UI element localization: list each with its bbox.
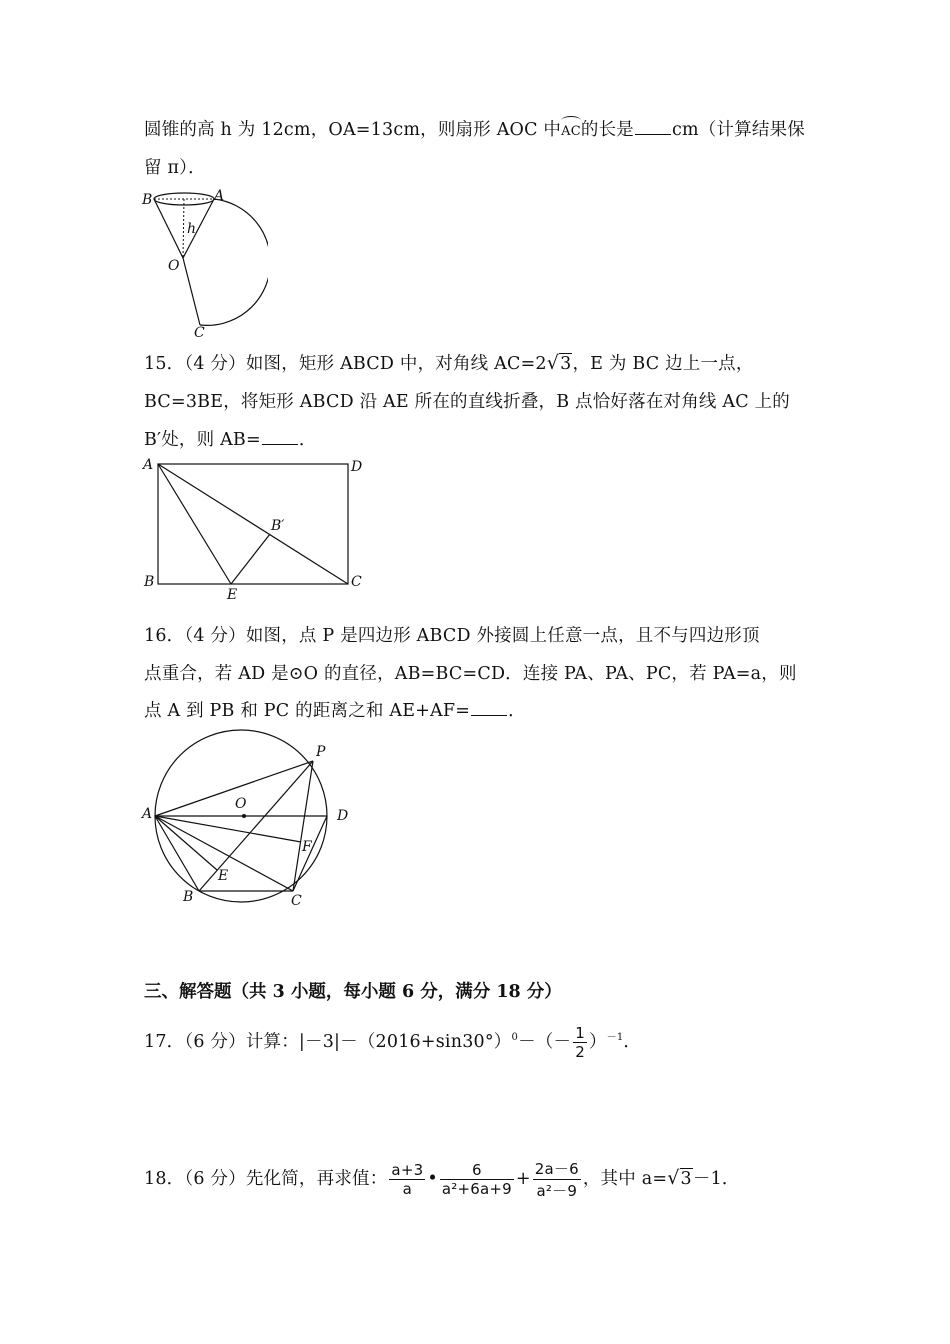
- q18-plus: +: [515, 1169, 531, 1189]
- q15-line-1: [144, 350, 754, 375]
- q15-label-E: E: [227, 587, 238, 603]
- q16-label-C: C: [291, 893, 302, 909]
- q17-text-pre: 17．（6 分）计算：|－3|－（2016+sin30°）: [144, 1032, 512, 1052]
- q18-text-post: ，其中 a=: [582, 1169, 668, 1189]
- q16-label-A: A: [142, 806, 153, 822]
- q15-line-2: BC=3BE，将矩形 ABCD 沿 AE 所在的直线折叠，B 点恰好落在对角线 AC 上的: [144, 392, 790, 412]
- q16-text-pre-3: 点 A 到 PB 和 PC 的距离之和 AE+AF=: [144, 701, 471, 721]
- q17-fraction: $\frac{1}{2}$: [575, 1024, 585, 1061]
- q14-label-C: C: [194, 325, 205, 340]
- q15-label-A: A: [143, 457, 154, 473]
- q15-answer-blank[interactable]: [262, 428, 298, 445]
- q16-text-end: ．: [508, 701, 526, 721]
- q17-text-mid: －（－: [518, 1032, 572, 1052]
- q16-line-3: [144, 697, 526, 722]
- q15-text-end: ．: [298, 430, 317, 450]
- q14-text-post: 的长是: [580, 120, 634, 140]
- q15-label-B: B: [144, 574, 155, 590]
- q14-label-A: A: [214, 188, 225, 204]
- section-3-heading: 三、解答题（共 3 小题，每小题 6 分，满分 18 分）: [144, 982, 562, 1002]
- q14-answer-blank[interactable]: [635, 118, 671, 135]
- q18-line: [144, 1158, 740, 1201]
- q15-text-pre-3: B′处，则 AB=: [144, 430, 261, 450]
- q15-rectangle-figure: [138, 452, 378, 604]
- q16-label-O: O: [235, 796, 247, 812]
- q17-text-end: ．: [623, 1032, 642, 1052]
- q17-exp-neg-one: －1: [606, 1032, 624, 1044]
- q16-label-D: D: [337, 808, 349, 824]
- q14-line-2: 留 π）．: [144, 158, 206, 178]
- q16-line-2: 点重合，若 AD 是⊙O 的直径，AB=BC=CD．连接 PA、PA、PC，若 PA=a，则: [144, 664, 797, 684]
- q16-label-B: B: [183, 889, 194, 905]
- q14-label-O: O: [168, 258, 180, 274]
- q14-unit: cm（计算结果保: [672, 120, 805, 140]
- q14-label-B: B: [142, 192, 153, 208]
- q16-circle-figure: [138, 725, 368, 913]
- q15-label-Bprime: B′: [271, 518, 285, 534]
- q18-text-pre: 18．（6 分）先化简，再求值：: [144, 1169, 388, 1189]
- q15-text-pre: 15．（4 分）如图，矩形 ABCD 中，对角线 AC=2: [144, 354, 547, 374]
- q15-line-3: [144, 426, 317, 451]
- q15-text-post: ，E 为 BC 边上一点，: [572, 354, 754, 374]
- sqrt-symbol: √3: [546, 352, 572, 374]
- q15-label-C: C: [351, 574, 362, 590]
- q18-fraction-3: $\frac{2a-6}{\text{a²－9}}$: [534, 1160, 579, 1200]
- q14-line-1: [144, 116, 805, 141]
- q17-text-close: ）: [588, 1032, 607, 1052]
- q18-text-tail: －1．: [692, 1169, 740, 1189]
- q17-line: [144, 1024, 641, 1061]
- q16-line-1: 16．（4 分）如图，点 P 是四边形 ABCD 外接圆上任意一点，且不与四边形顶: [144, 626, 760, 646]
- q18-dot: •: [427, 1169, 438, 1189]
- q15-label-D: D: [351, 459, 363, 475]
- q16-label-F: F: [302, 839, 312, 855]
- q17-exp-zero: 0: [511, 1032, 519, 1044]
- q16-label-P: P: [316, 744, 326, 760]
- q16-answer-blank[interactable]: [471, 699, 507, 716]
- arc-ac-symbol: AC: [561, 120, 581, 139]
- q16-label-E: E: [218, 868, 229, 884]
- q14-label-h: h: [187, 221, 197, 237]
- q18-sqrt-symbol: √3: [667, 1167, 692, 1189]
- q18-fraction-1: $\frac{a+3}{a}$: [391, 1161, 424, 1198]
- q14-cone-figure: [138, 185, 268, 340]
- q14-text-pre: 圆锥的高 h 为 12cm，OA=13cm，则扇形 AOC 中: [144, 120, 562, 140]
- q18-fraction-2: $\frac{6}{\text{a²+6a+9}}$: [441, 1161, 512, 1198]
